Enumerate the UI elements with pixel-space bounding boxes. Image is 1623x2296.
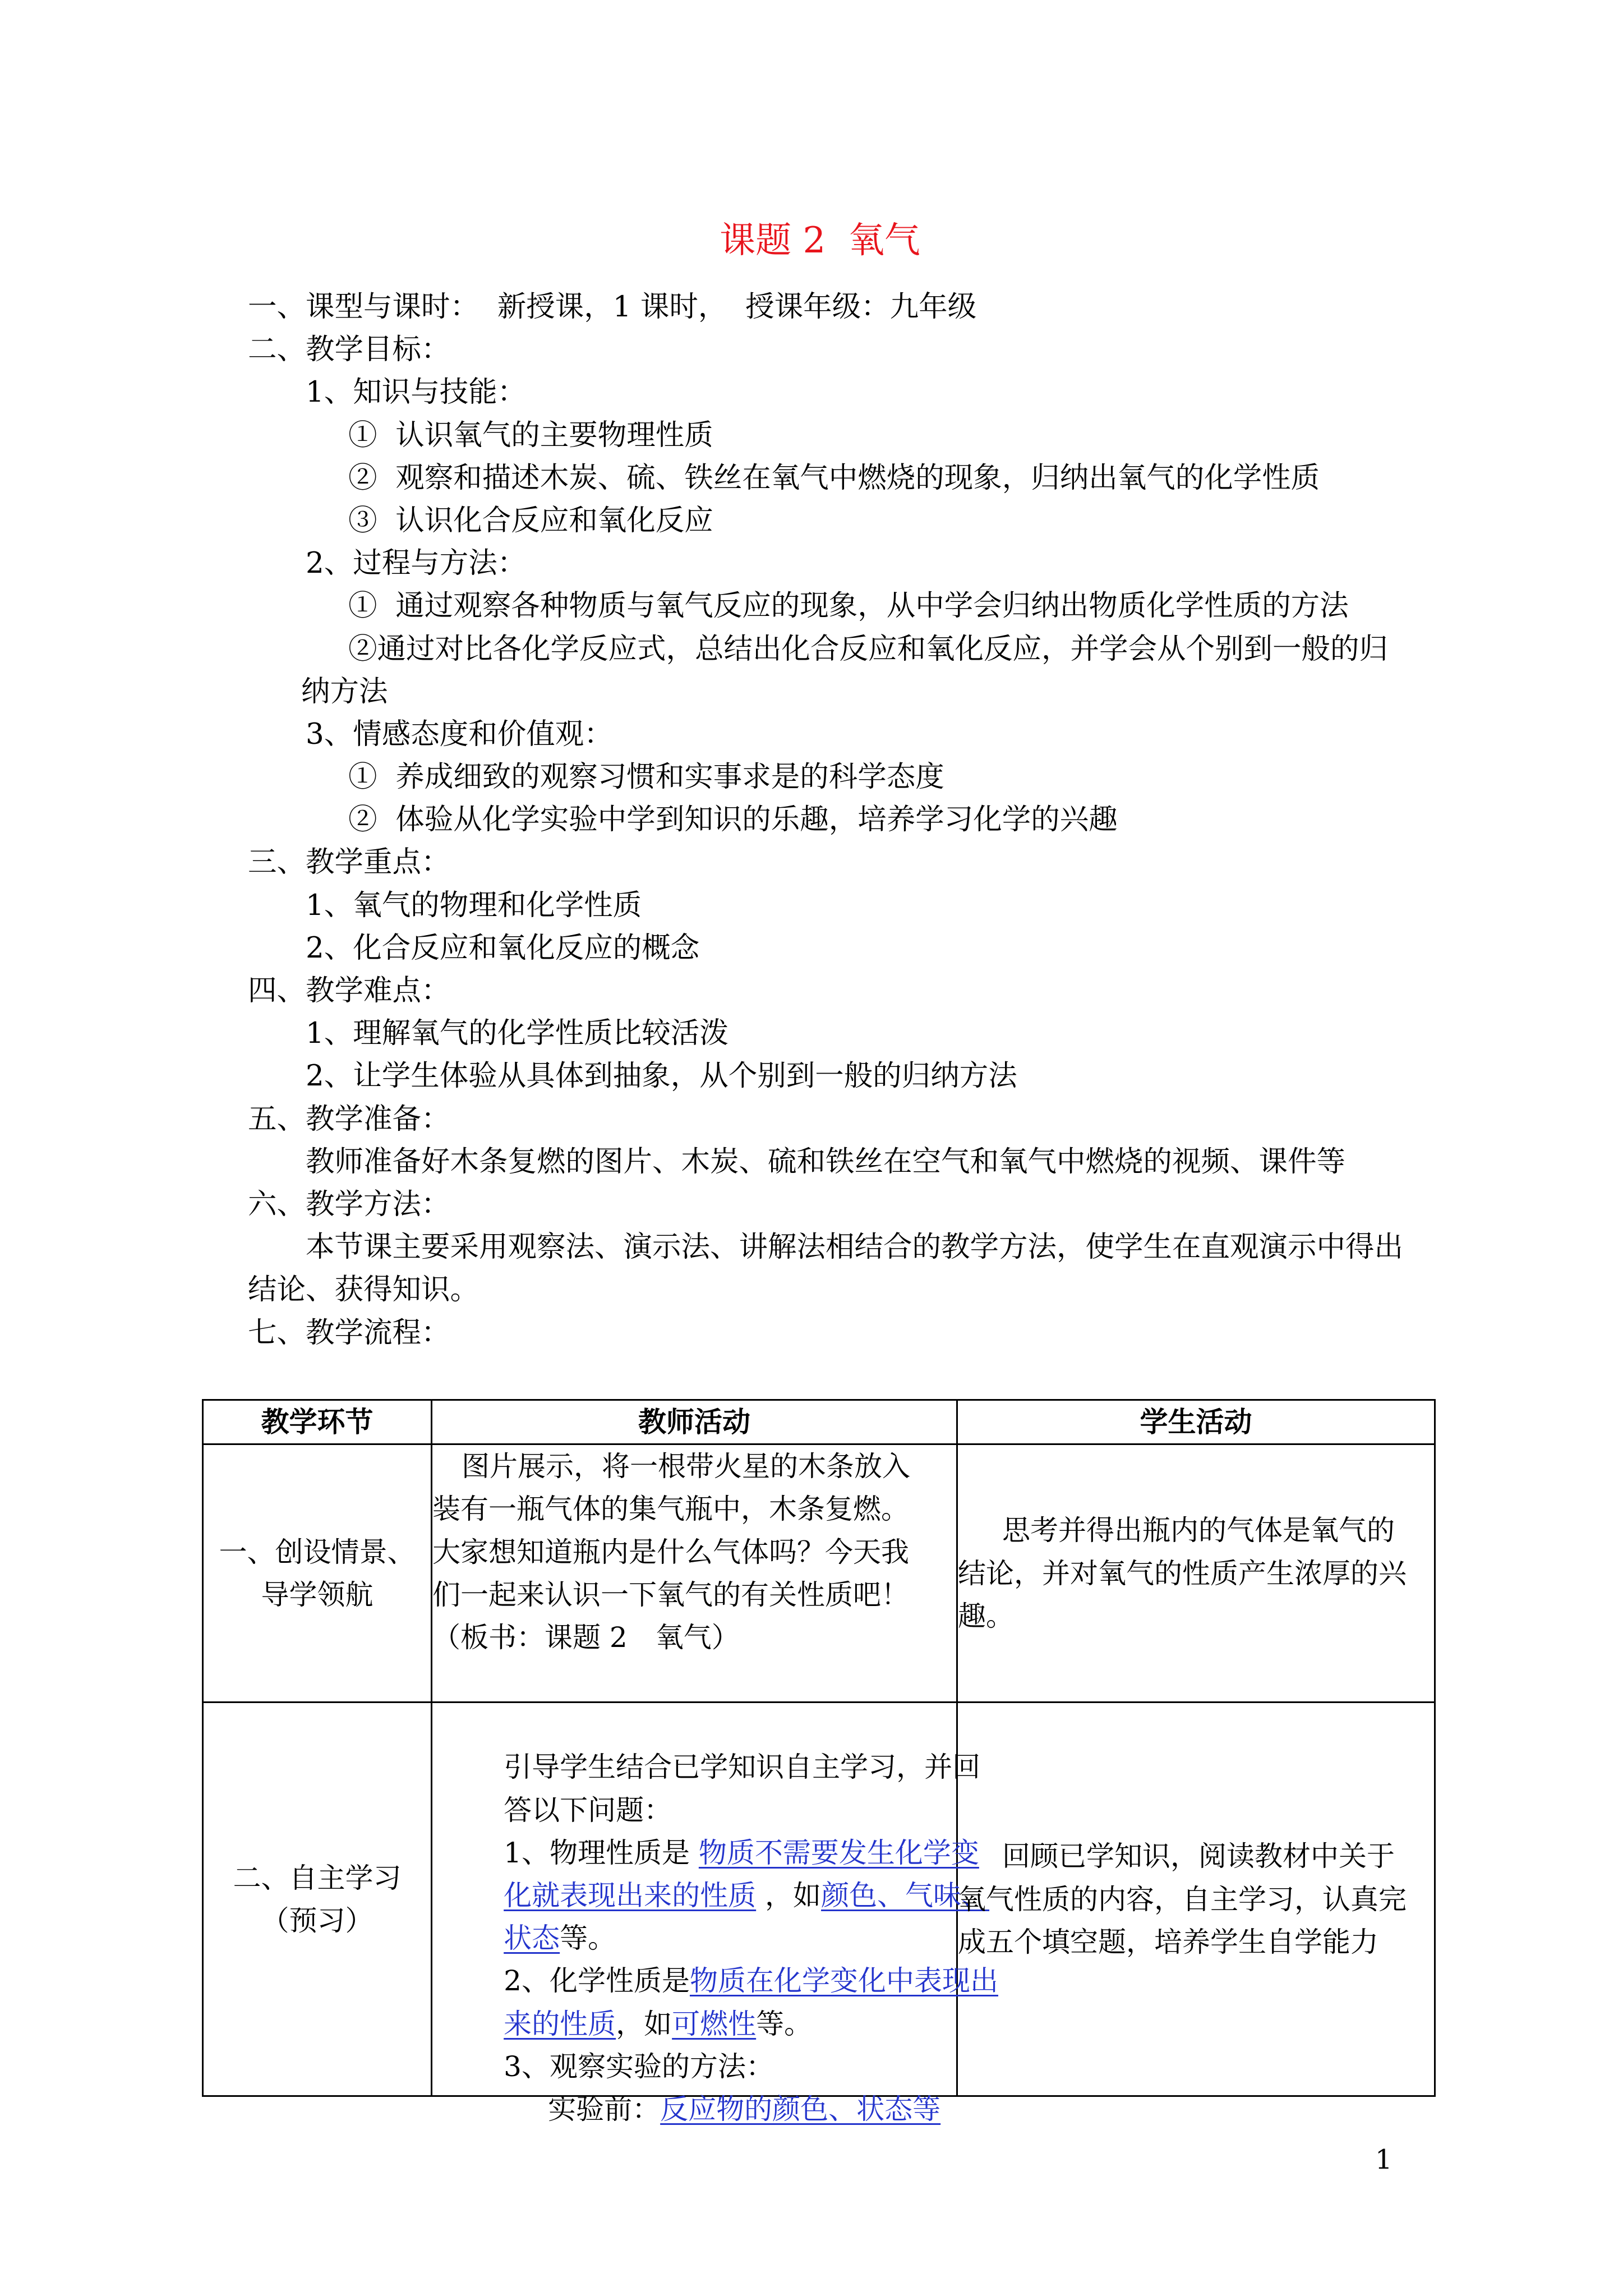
key-point-item: 2、化合反应和氧化反应的概念 xyxy=(306,931,700,965)
objective-item: ① 养成细致的观察习惯和实事求是的科学态度 xyxy=(348,760,944,794)
stage-line: （预习） xyxy=(261,1904,374,1937)
teacher-line: 大家想知道瓶内是什么气体吗？今天我 xyxy=(432,1535,909,1568)
difficulty-item: 2、让学生体验从具体到抽象，从个别到一般的归纳方法 xyxy=(306,1059,1017,1093)
objective-item-continuation: 纳方法 xyxy=(301,674,388,708)
question-text: 实验前： xyxy=(548,2092,661,2125)
student-line: 思考并得出瓶内的气体是氧气的 xyxy=(1002,1514,1395,1547)
subsection-heading-attitude: 3、情感态度和价值观： xyxy=(306,717,613,751)
question-text: 3、观察实验的方法： xyxy=(504,2050,774,2083)
student-line: 结论，并对氧气的性质产生浓厚的兴 xyxy=(958,1557,1407,1590)
section-heading-preparation: 五、教学准备： xyxy=(248,1102,450,1136)
question-text: 等。 xyxy=(560,1922,616,1955)
answer-text: 物质不需要发生化学变 xyxy=(698,1836,979,1869)
table-header-row xyxy=(203,1400,1435,1444)
header-student-activity: 学生活动 xyxy=(957,1400,1435,1444)
instruction-text: 引导学生结合已学知识自主学习，并回 xyxy=(504,1751,981,1784)
question-text: ，如 xyxy=(756,1879,822,1912)
stage-line: 一、创设情景、 xyxy=(219,1535,416,1568)
table-row xyxy=(203,1444,1435,1703)
question-text: ，如 xyxy=(616,2007,672,2040)
student-line: 趣。 xyxy=(958,1599,1014,1632)
answer-text: 状态 xyxy=(504,1922,560,1955)
section-heading-flow: 七、教学流程： xyxy=(248,1315,450,1350)
objective-item: ③ 认识化合反应和氧化反应 xyxy=(348,503,713,537)
answer-text: 可燃性 xyxy=(672,2007,757,2040)
section-heading-difficulties: 四、教学难点： xyxy=(248,974,450,1007)
answer-text: 颜色、气味、 xyxy=(821,1879,990,1912)
method-text-continuation: 结论、获得知识。 xyxy=(248,1273,479,1307)
teaching-flow-table xyxy=(202,1399,1436,2125)
teacher-line: （板书：课题 2 氧气） xyxy=(432,1621,740,1654)
lesson-info-line: 一、课型与课时： 新授课，1 课时， 授课年级：九年级 xyxy=(248,290,977,324)
objective-item: ① 通过观察各种物质与氧气反应的现象，从中学会归纳出物质化学性质的方法 xyxy=(348,589,1349,623)
section-heading-objectives: 二、教学目标： xyxy=(248,333,450,367)
table-row xyxy=(203,1703,1435,2096)
difficulty-item: 1、理解氧气的化学性质比较活泼 xyxy=(306,1016,728,1051)
key-point-item: 1、氧气的物理和化学性质 xyxy=(306,888,642,922)
header-teacher-activity: 教师活动 xyxy=(432,1400,957,1444)
student-activity-cell xyxy=(957,1703,1435,2096)
objective-item: ② 体验从化学实验中学到知识的乐趣，培养学习化学的兴趣 xyxy=(348,803,1118,837)
student-line: 氧气性质的内容，自主学习，认真完 xyxy=(958,1883,1407,1916)
section-heading-methods: 六、教学方法： xyxy=(248,1187,450,1221)
teacher-line: 装有一瓶气体的集气瓶中，木条复燃。 xyxy=(432,1493,909,1526)
stage-line: 导学领航 xyxy=(261,1578,374,1611)
objective-item: ②通过对比各化学反应式，总结出化合反应和氧化反应，并学会从个别到一般的归 xyxy=(348,632,1389,666)
student-line: 回顾已学知识，阅读教材中关于 xyxy=(1002,1840,1395,1873)
student-activity-cell xyxy=(957,1444,1435,1703)
answer-text: 反应物的颜色、状态等 xyxy=(660,2092,941,2125)
question-text: 等。 xyxy=(756,2007,813,2040)
answer-text: 来的性质 xyxy=(504,2007,616,2040)
section-heading-key-points: 三、教学重点： xyxy=(248,845,450,880)
teacher-activity-cell xyxy=(432,1703,998,2125)
header-stage: 教学环节 xyxy=(203,1400,432,1444)
teacher-line: 图片展示，将一根带火星的木条放入 xyxy=(462,1450,910,1483)
preparation-text: 教师准备好木条复燃的图片、木炭、硫和铁丝在空气和氧气中燃烧的视频、课件等 xyxy=(306,1144,1346,1179)
question-text: 2、化学性质是 xyxy=(504,1964,690,1998)
teacher-line xyxy=(432,1703,981,1784)
teacher-line: 们一起来认识一下氧气的有关性质吧！ xyxy=(432,1578,909,1611)
answer-text: 物质在化学变化中表现出 xyxy=(689,1964,998,1998)
lesson-outline xyxy=(0,286,1623,1354)
method-text: 本节课主要采用观察法、演示法、讲解法相结合的教学方法，使学生在直观演示中得出 xyxy=(306,1230,1404,1264)
instruction-text: 答以下问题： xyxy=(504,1793,672,1826)
subsection-heading-knowledge: 1、知识与技能： xyxy=(306,375,527,409)
page-number: 1 xyxy=(1375,2144,1393,2175)
question-text: 1、物理性质是 xyxy=(504,1836,699,1869)
subsection-heading-process: 2、过程与方法： xyxy=(306,546,527,581)
stage-cell xyxy=(203,1703,432,2096)
objective-item: ① 认识氧气的主要物理性质 xyxy=(348,418,713,452)
objective-item: ② 观察和描述木炭、硫、铁丝在氧气中燃烧的现象，归纳出氧气的化学性质 xyxy=(348,461,1320,495)
student-line: 成五个填空题，培养学生自学能力 xyxy=(958,1925,1378,1958)
teacher-activity-cell xyxy=(432,1444,957,1703)
stage-line: 二、自主学习 xyxy=(233,1861,402,1894)
stage-cell xyxy=(203,1444,432,1703)
document-title: 课题 2 氧气 xyxy=(720,220,920,261)
answer-text: 化就表现出来的性质 xyxy=(504,1879,757,1912)
